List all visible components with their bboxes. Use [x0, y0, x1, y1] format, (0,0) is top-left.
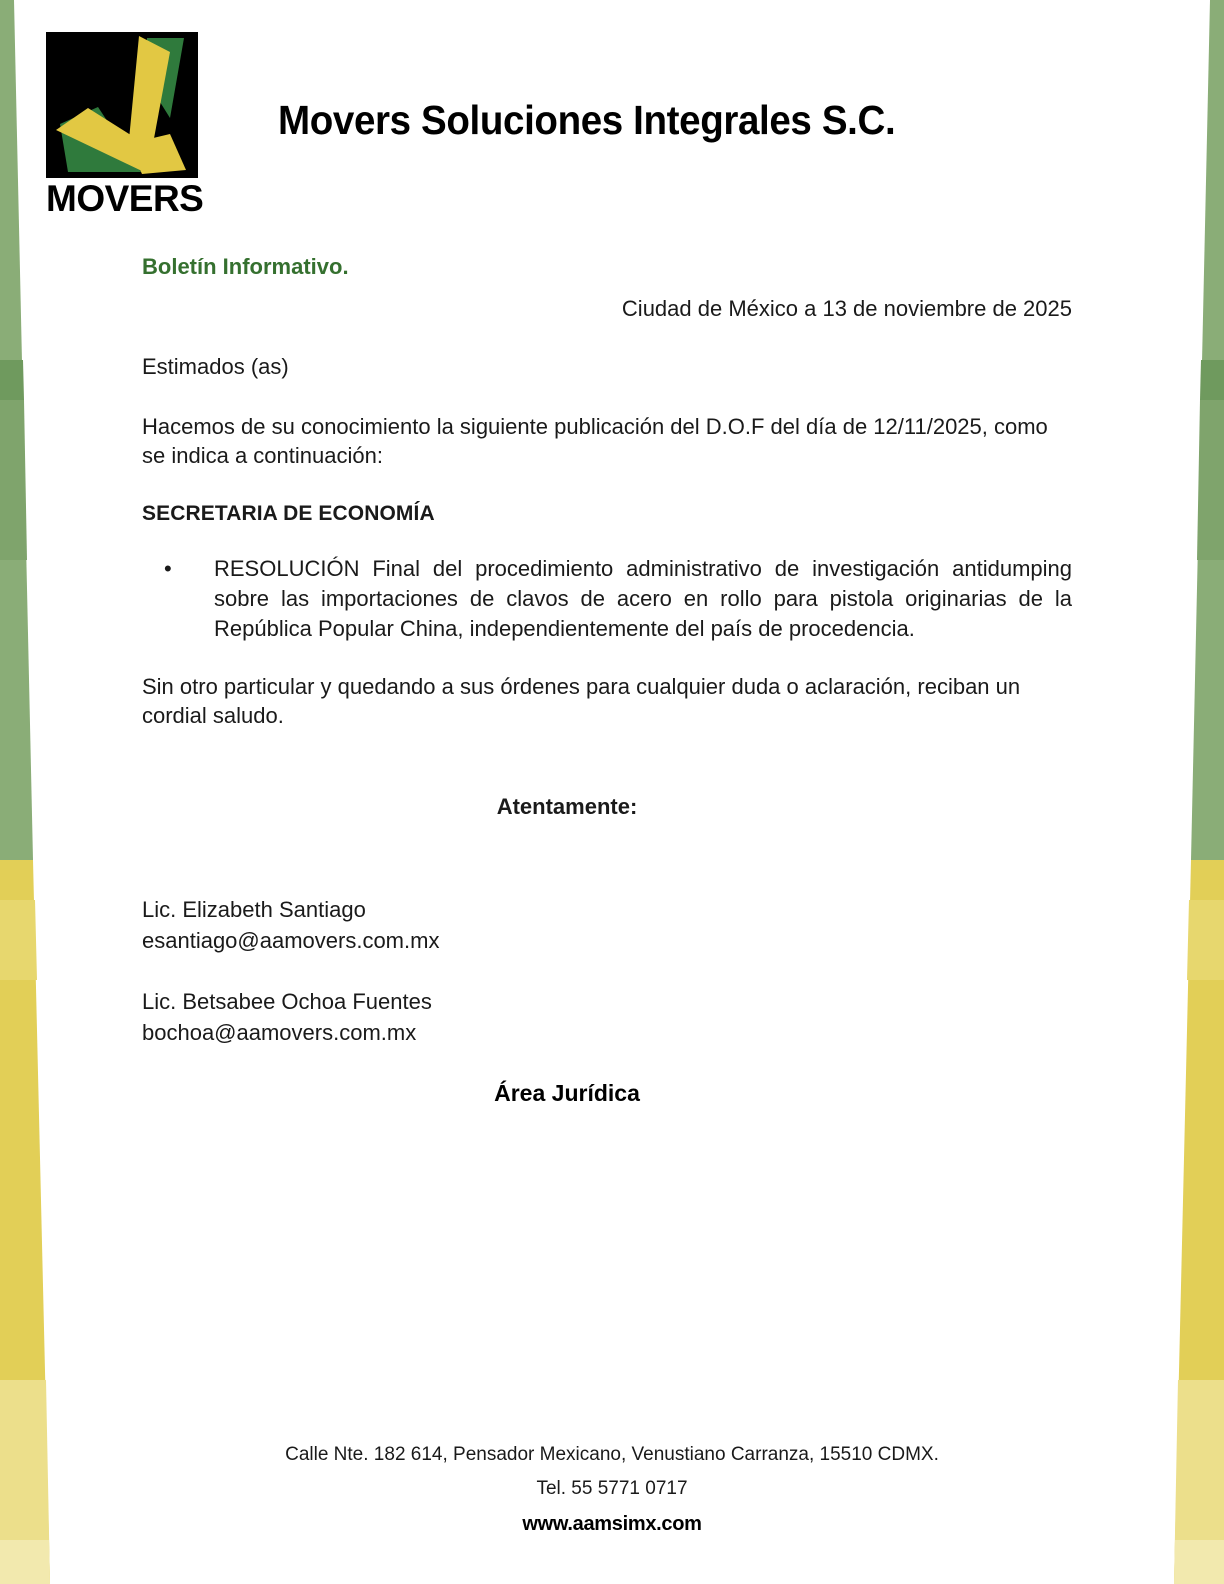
- list-item: [142, 554, 1072, 644]
- date-line: Ciudad de México a 13 de noviembre de 2025: [621, 296, 1072, 321]
- list-item-text: RESOLUCIÓN Final del procedimiento administrativo de investigación antidumping sobre las importaciones de clavos de acero en rollo para pistola originarias de la República Popular China, independientemente del país de procedencia.: [214, 556, 1072, 641]
- intro-paragraph: Hacemos de su conocimiento la siguiente publicación del D.O.F del día de 12/11/2025, como se indica a continuación:: [142, 414, 1048, 468]
- logo-wordmark: MOVERS: [46, 178, 204, 219]
- company-logo: [46, 32, 204, 219]
- department-heading: SECRETARIA DE ECONOMÍA: [142, 502, 435, 525]
- department-footer: Área Jurídica: [494, 1080, 640, 1106]
- letter-body: [142, 252, 1072, 1108]
- footer-website[interactable]: www.aamsimx.com: [522, 1513, 702, 1535]
- bulletin-label: Boletín Informativo.: [142, 254, 349, 279]
- closing-paragraph: Sin otro particular y quedando a sus órdenes para cualquier duda o aclaración, reciban un cordial saludo.: [142, 674, 1021, 728]
- letter-footer: [0, 1438, 1224, 1542]
- signer-block: [142, 894, 1072, 956]
- publication-list: [142, 554, 1072, 644]
- letter-header: [0, 0, 1224, 232]
- signer-email[interactable]: bochoa@aamovers.com.mx: [142, 1020, 417, 1045]
- footer-address: Calle Nte. 182 614, Pensador Mexicano, Venustiano Carranza, 15510 CDMX.: [285, 1444, 939, 1465]
- sign-off: Atentamente:: [496, 794, 638, 819]
- movers-checkmark-logo-icon: [46, 32, 198, 178]
- footer-phone: Tel. 55 5771 0717: [536, 1478, 688, 1499]
- greeting-line: Estimados (as): [142, 354, 289, 379]
- signer-block: [142, 986, 1072, 1048]
- signer-name: Lic. Elizabeth Santiago: [142, 897, 366, 922]
- signer-name: Lic. Betsabee Ochoa Fuentes: [142, 989, 432, 1014]
- bullet-dot-icon: •: [164, 556, 172, 581]
- signer-email[interactable]: esantiago@aamovers.com.mx: [142, 928, 440, 953]
- company-title: Movers Soluciones Integrales S.C.: [278, 97, 896, 143]
